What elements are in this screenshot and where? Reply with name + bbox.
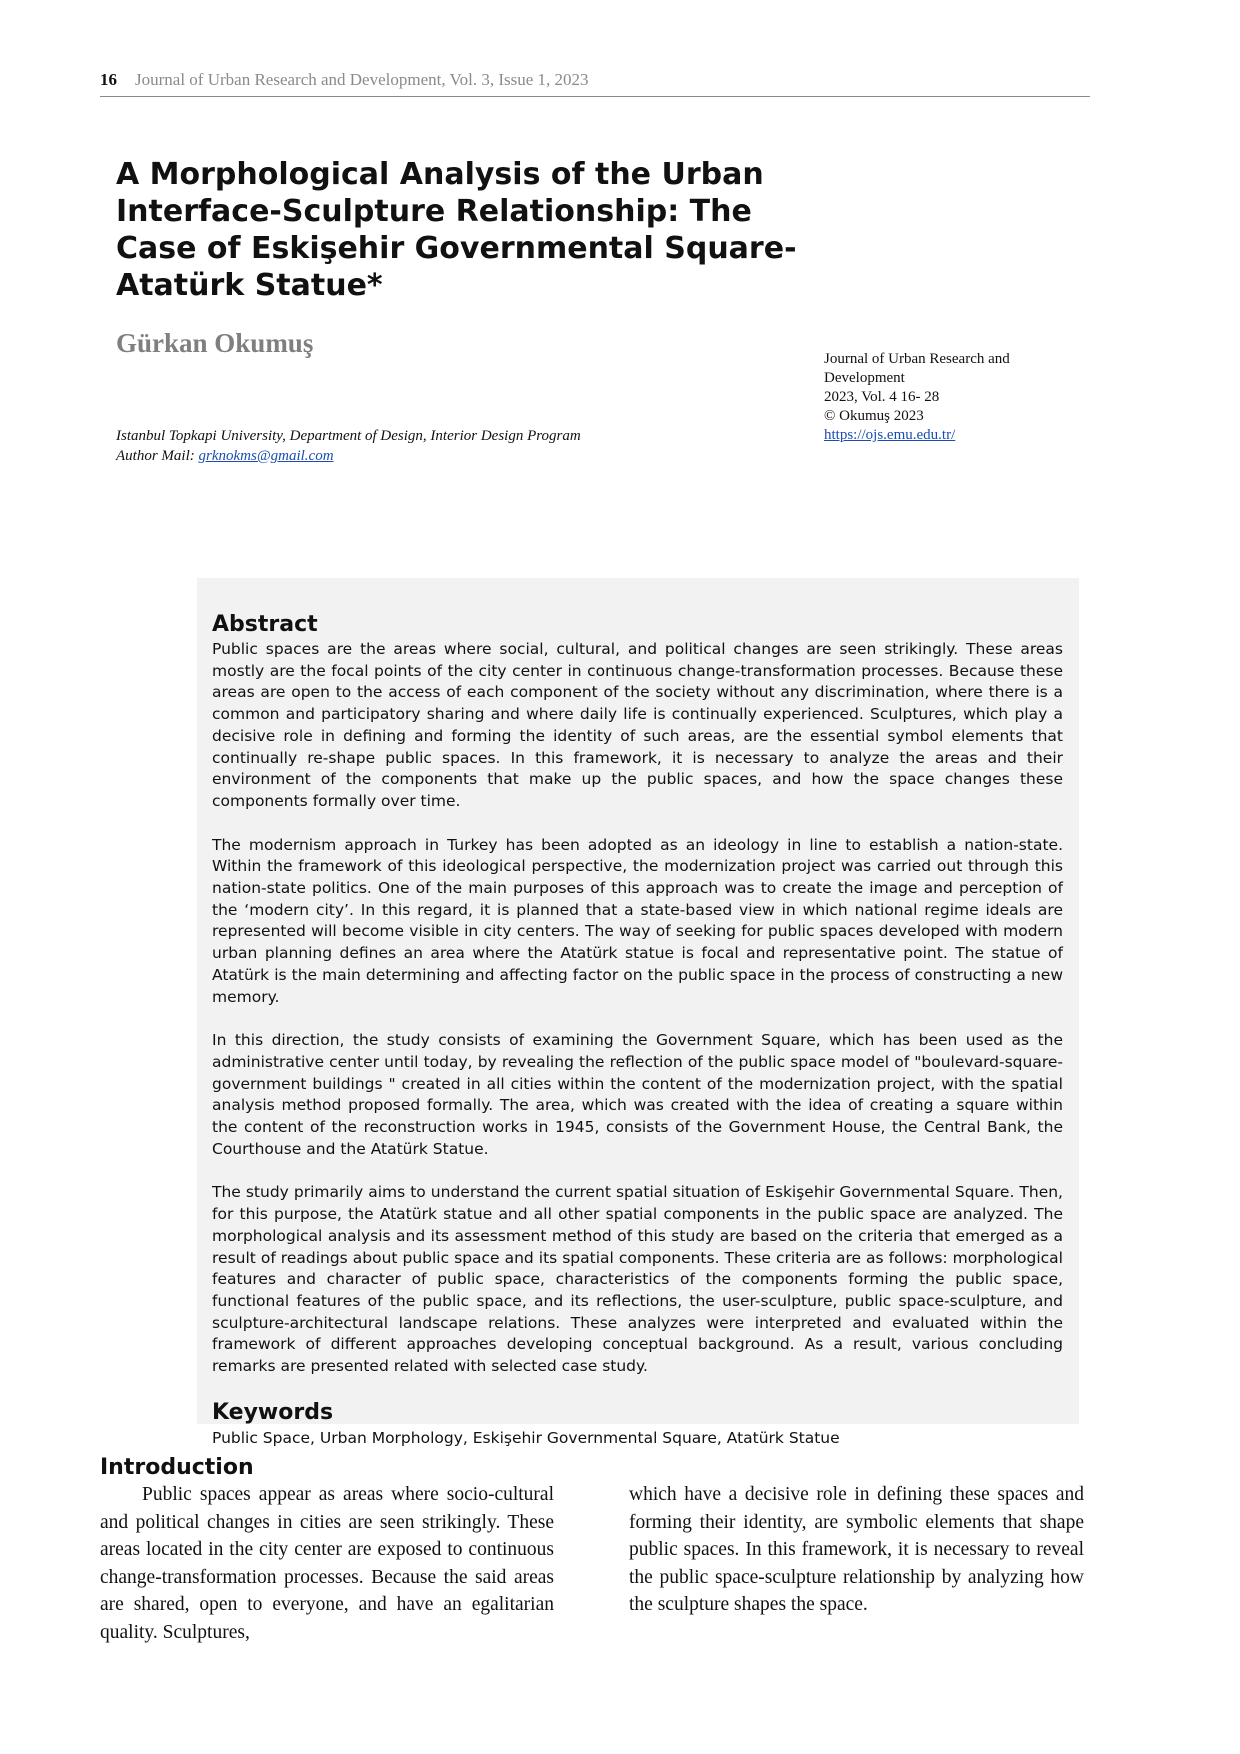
journal-copyright: © Okumuş 2023 bbox=[824, 408, 924, 424]
affiliation-text: Istanbul Topkapi University, Department of Design, Interior Design Program bbox=[116, 428, 581, 444]
abstract-content bbox=[212, 612, 1063, 1449]
author-mail-label: Author Mail: bbox=[116, 448, 195, 464]
running-header bbox=[100, 70, 1090, 97]
keywords-heading: Keywords bbox=[212, 1399, 334, 1425]
author-affiliation-block bbox=[116, 426, 581, 466]
author-mail-line bbox=[116, 446, 581, 466]
page-number: 16 bbox=[100, 70, 117, 89]
abstract-paragraph-4: The study primarily aims to understand the current spatial situation of Eskişehir Governmental Square. Then, for this purpose, the Atatürk statue and all other spatial components in the public space are analyzed. The morphological analysis and its assessment method of this study are based on the criteria that emerged as a result of readings about public space and its spatial components. These criteria are as follows: morphological features and character of public space, characteristics of the components forming the public space, functional features of the public space, and its reflections, the user-sculpture, public space-sculpture, and sculpture-architectural landscape relations. These analyzes were interpreted and evaluated within the framework of different approaches developing conceptual background. As a result, various concluding remarks are presented related with selected case study. bbox=[212, 1183, 1063, 1376]
journal-info-block bbox=[824, 350, 1084, 445]
author-name: Gürkan Okumuş bbox=[116, 328, 314, 358]
journal-volume: 2023, Vol. 4 16- 28 bbox=[824, 389, 940, 405]
journal-name: Journal of Urban Research and Development bbox=[824, 351, 1010, 386]
article-title: A Morphological Analysis of the Urban Interface-Sculpture Relationship: The Case of Eskişehir Governmental Square-Atatürk Statue* bbox=[116, 157, 797, 303]
journal-url-link[interactable]: https://ojs.emu.edu.tr/ bbox=[824, 427, 956, 443]
introduction-left-column: Public spaces appear as areas where socio-cultural and political changes in cities are seen strikingly. These areas located in the city center are exposed to continuous change-transformation processes. Because the said areas are shared, open to everyone, and have an egalitarian quality. Sculptures, bbox=[100, 1484, 554, 1643]
author-email-link[interactable]: grknokms@gmail.com bbox=[198, 448, 334, 464]
journal-running-title: Journal of Urban Research and Development, Vol. 3, Issue 1, 2023 bbox=[135, 70, 589, 89]
introduction-right-column: which have a decisive role in defining these spaces and forming their identity, are symbolic elements that shape public spaces. In this framework, it is necessary to reveal the public space-sculpture relationship by analyzing how the sculpture shapes the space. bbox=[629, 1484, 1084, 1616]
keywords-text: Public Space, Urban Morphology, Eskişehir Governmental Square, Atatürk Statue bbox=[212, 1428, 840, 1447]
abstract-paragraph-1: Public spaces are the areas where social, cultural, and political changes are seen strikingly. These areas mostly are the focal points of the city center in continuous change-transformation processes. Because these areas are open to the access of each component of the society without any discrimination, where there is a common and participatory sharing and where daily life is continually experienced. Sculptures, which play a decisive role in defining and forming the identity of such areas, are the essential symbol elements that continually re-shape public spaces. In this framework, it is necessary to analyze the areas and their environment of the components that make up the public spaces, and how the space changes these components formally over time. bbox=[212, 640, 1063, 810]
introduction-heading: Introduction bbox=[100, 1455, 254, 1480]
abstract-box bbox=[197, 578, 1079, 1447]
abstract-paragraph-2: The modernism approach in Turkey has been adopted as an ideology in line to establish a nation-state. Within the framework of this ideological perspective, the modernization project was carried out through this nation-state politics. One of the main purposes of this approach was to create the image and perception of the ‘modern city’. In this regard, it is planned that a state-based view in which national regime ideals are represented will become visible in city centers. The way of seeking for public spaces developed with modern urban planning defines an area where the Atatürk statue is focal and representative point. The statue of Atatürk is the main determining and affecting factor on the public space in the process of constructing a new memory. bbox=[212, 835, 1063, 1006]
abstract-paragraph-3: In this direction, the study consists of examining the Government Square, which has been used as the administrative center until today, by revealing the reflection of the public space model of "boulevard-square-government buildings " created in all cities within the content of the modernization project, with the spatial analysis method proposed formally. The area, which was created with the idea of creating a square within the content of the reconstruction works in 1945, consists of the Government House, the Central Bank, the Courthouse and the Atatürk Statue. bbox=[212, 1031, 1063, 1158]
abstract-heading: Abstract bbox=[212, 612, 318, 637]
